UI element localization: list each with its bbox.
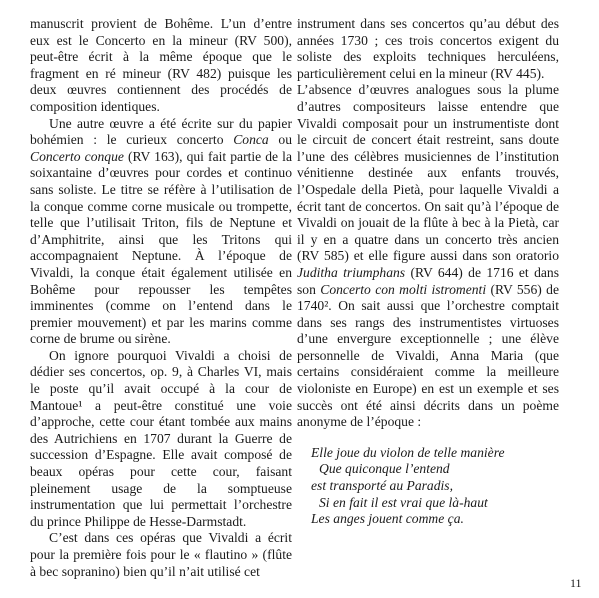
paragraph: instrument dans ses concertos qu’au début des années 1730 ; ces trois concertos exigent du soliste des exploits techniques herculéens, particulièrement celui en la mineur (RV 445). (297, 16, 559, 81)
paragraph: On ignore pourquoi Vivaldi a choisi de dédier ses concertos, op. 9, à Charles VI, mais le poste qu’il avait occupé à la cour de Mantoue¹ a peut-être constitué une voie d’approche, cette cour étant tombée aux mains des Autrichiens en 1707 durant la Guerre de succession d’Espagne. Elle avait composé de beaux opéras pour cette cour, faisant pleinement usage de la somptueuse instrumentation que lui permettait l’orchestre du prince Philippe de Hesse-Darmstadt. (30, 347, 292, 529)
text-run: ou (268, 132, 292, 148)
work-title: Concerto conque (30, 148, 124, 164)
right-column (297, 16, 559, 528)
text-run: (RV 163), qui fait partie de la soixantaine d’œuvres pour cordes et continuo sans soliste. Le titre se réfère à l’utilisation de la conque comme corne musicale ou trompette, telle que l’utilisait Triton, fils de Neptune et d’Amphitrite, ainsi que les Tritons qui accompagnaient Neptune. À l’époque de Vivaldi, la conque était également utilisée en Bohême pour repousser les tempêtes imminentes (comme on l’entend dans le premier mouvement) et par les marins comme corne de brume ou sirène. (30, 148, 292, 347)
paragraph: manuscrit provient de Bohême. L’un d’entre eux est le Concerto en la mineur (RV 500), peut-être écrit à la même époque que le fragment en ré mineur (RV 482) puisque les deux œuvres contiennent des procédés de composition identiques. (30, 16, 292, 114)
work-title: Juditha triumphans (297, 264, 406, 280)
work-title: Concerto con molti istromenti (320, 281, 487, 297)
text-run: (RV 556) de 1740². On sait aussi que l’orchestre comptait dans ses rangs des instrumentistes virtuoses d’une envergure exceptionnelle ; une élève personnelle de Vivaldi, Anna Maria (que certains considéraient comme la meilleure violoniste en Europe) en est un exemple et ses succès ont été ainsi décrits dans un poème anonyme de l’époque : (297, 281, 559, 430)
work-title: Conca (233, 132, 269, 148)
text-run: L’absence d’œuvres analogues sous la plume d’autres compositeurs laisse entendre que Vivaldi composait pour un instrumentiste dont le circuit de concert était restreint, sans doute l’une des célèbres musiciennes de l’institution vénitienne destinée aux enfants trouvés, l’Ospedale della Pietà, pour laquelle Vivaldi a écrit tant de concertos. On sait qu’à l’époque de Vivaldi on jouait de la flûte à bec à la Pietà, car il y en a quatre dans un concerto très ancien (RV 585) et elle figure aussi dans son oratorio (297, 82, 559, 264)
text-run: (RV 644) de 1716 et dans son (297, 264, 559, 297)
poem-line: Si en fait il est vrai que là-haut (319, 494, 488, 510)
paragraph (297, 82, 559, 430)
poem (297, 445, 559, 528)
poem-line: Que quiconque l’entend (319, 461, 450, 477)
paragraph (30, 116, 292, 348)
poem-line: est transporté au Paradis, (311, 478, 453, 494)
left-column (30, 16, 292, 580)
text-run: Une autre œuvre a été écrite sur du papier bohémien : le curieux concerto (30, 115, 292, 148)
page-number: 11 (570, 576, 582, 590)
poem-line: Les anges jouent comme ça. (311, 511, 464, 527)
poem-line: Elle joue du violon de telle manière (311, 444, 505, 460)
paragraph: C’est dans ces opéras que Vivaldi a écrit pour la première fois pour le « flautino » (flûte à bec sopranino) bien qu’il n’ait utilisé cet (30, 530, 292, 579)
